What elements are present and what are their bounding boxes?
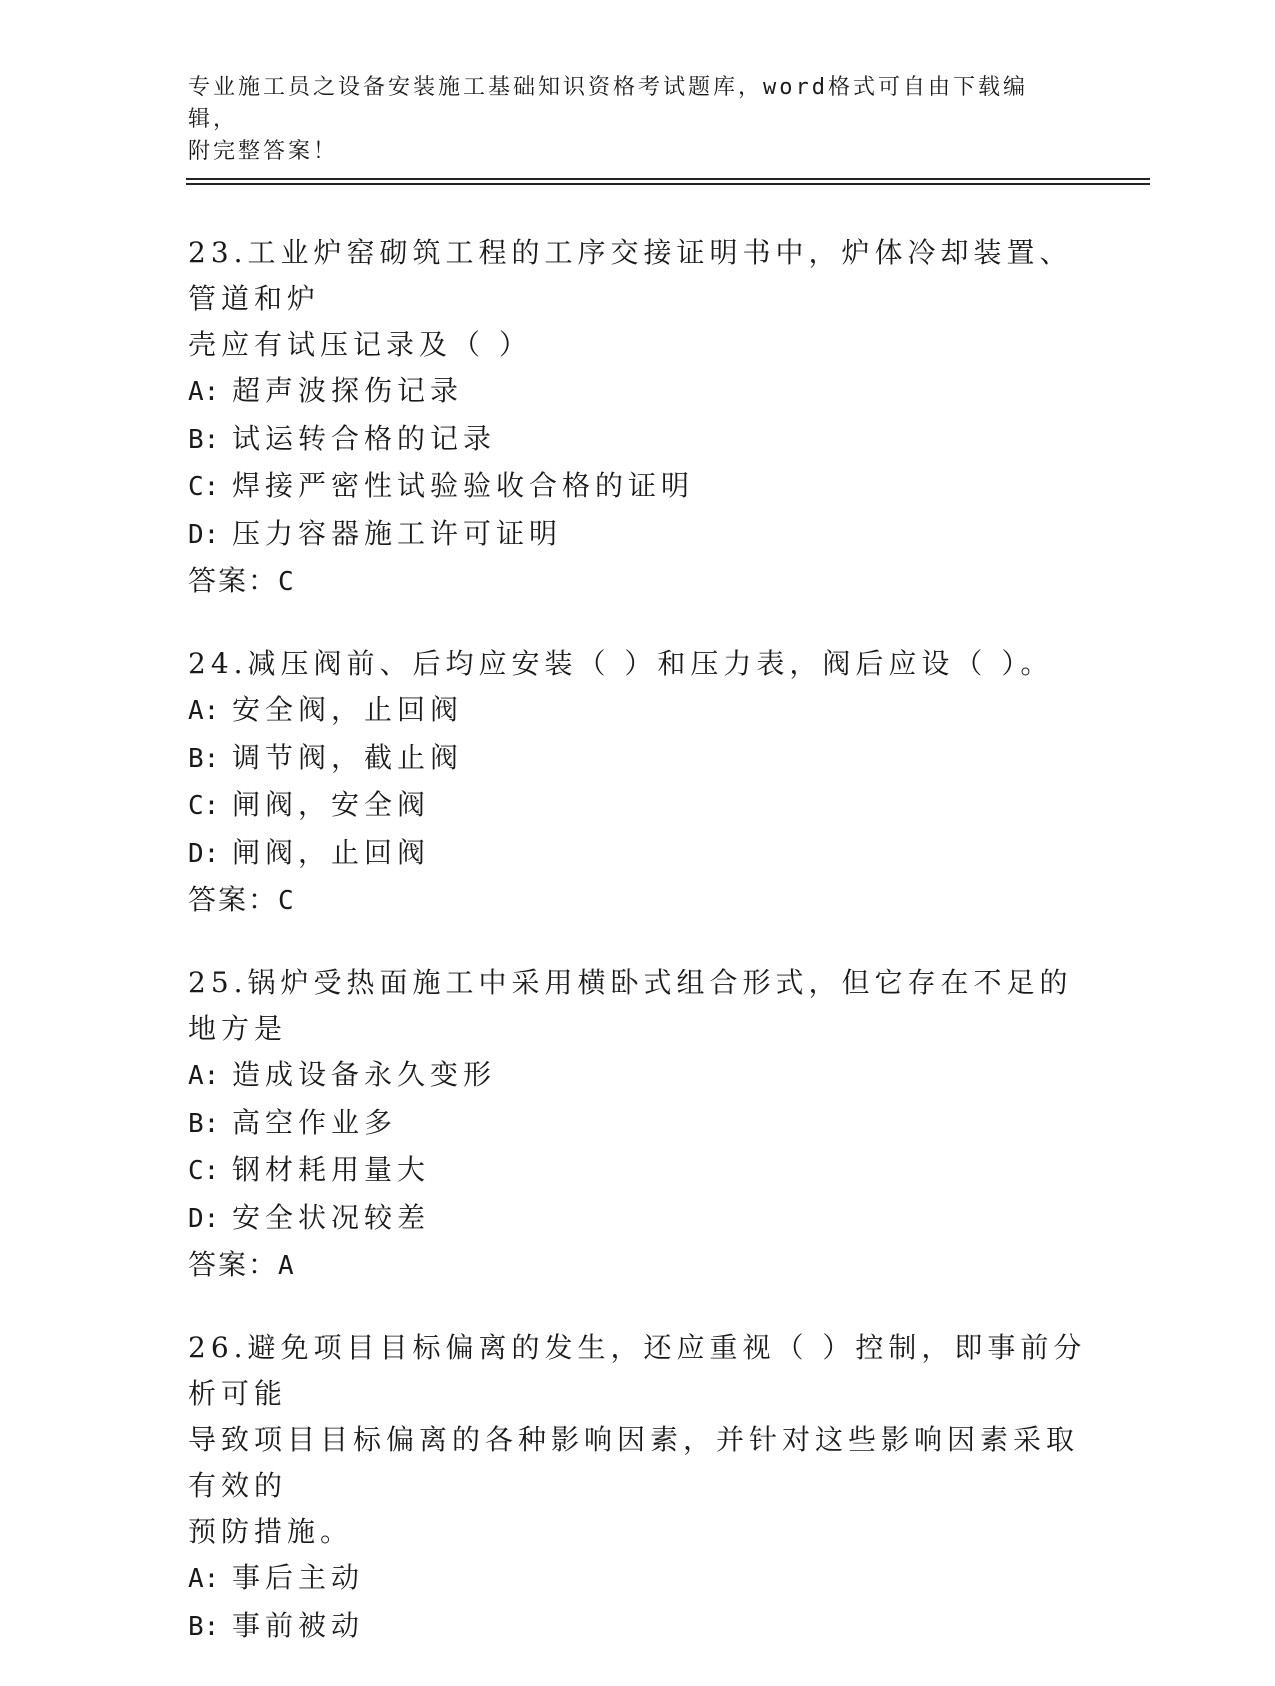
- option-text: 安全阀，止回阀: [232, 693, 464, 726]
- answer-value: C: [278, 567, 296, 597]
- option-text: 超声波探伤记录: [232, 374, 464, 407]
- option-c: [188, 782, 1088, 830]
- question-stem-line: 25.锅炉受热面施工中采用横卧式组合形式，但它存在不足的地方是: [188, 966, 1073, 1045]
- option-text: 闸阀，止回阀: [232, 835, 431, 869]
- option-key: B:: [188, 743, 220, 774]
- document-header: [188, 72, 1068, 168]
- option-key: C:: [188, 1156, 220, 1186]
- option-b: [188, 416, 1088, 464]
- header-line-2: 附完整答案！: [188, 139, 339, 164]
- answer-value: C: [278, 886, 296, 916]
- question-stem-line: 24.减压阀前、后均应安装（ ）和压力表，阀后应设（ ）。: [188, 647, 1054, 680]
- option-key: A:: [188, 696, 220, 726]
- question-stem-line: 壳应有试压记录及（ ）: [188, 328, 532, 361]
- option-text: 闸阀，安全阀: [232, 788, 431, 821]
- option-text: 造成设备永久变形: [232, 1058, 497, 1091]
- option-key: D:: [188, 838, 220, 869]
- option-text: 调节阀，截止阀: [232, 740, 464, 774]
- option-text: 压力容器施工许可证明: [232, 516, 563, 550]
- answer-value: A: [278, 1251, 296, 1281]
- option-key: D:: [188, 1203, 220, 1234]
- option-text: 焊接严密性试验验收合格的证明: [232, 469, 695, 502]
- option-key: B:: [188, 1108, 220, 1139]
- option-d: [188, 1195, 1088, 1243]
- option-text: 高空作业多: [232, 1105, 398, 1139]
- question-24: [188, 641, 1088, 924]
- header-line-1: 专业施工员之设备安装施工基础知识资格考试题库，word格式可自由下载编辑，: [188, 75, 1028, 132]
- option-text: 钢材耗用量大: [232, 1153, 431, 1186]
- option-key: A:: [188, 1564, 220, 1594]
- option-text: 试运转合格的记录: [232, 421, 497, 455]
- option-c: [188, 463, 1088, 511]
- option-key: B:: [188, 424, 220, 455]
- option-d: [188, 830, 1088, 878]
- question-stem-line: 预防措施。: [188, 1515, 354, 1548]
- question-25: [188, 960, 1088, 1289]
- question-list: [188, 230, 1088, 1686]
- question-23: [188, 230, 1088, 605]
- option-a: [188, 368, 1088, 416]
- answer-line: [188, 558, 1088, 605]
- option-key: C:: [188, 791, 220, 821]
- option-c: [188, 1147, 1088, 1195]
- question-26: [188, 1325, 1088, 1650]
- option-text: 事后主动: [232, 1561, 365, 1594]
- answer-label: 答案：: [188, 883, 279, 916]
- header-divider-bottom: [186, 183, 1150, 185]
- option-key: D:: [188, 519, 220, 550]
- answer-label: 答案：: [188, 564, 279, 597]
- option-key: A:: [188, 1061, 220, 1091]
- question-stem-line: 26.避免项目目标偏离的发生，还应重视（ ）控制，即事前分析可能: [188, 1331, 1087, 1410]
- option-b: [188, 1100, 1088, 1148]
- option-b: [188, 1603, 1088, 1651]
- option-d: [188, 511, 1088, 559]
- option-key: B:: [188, 1611, 220, 1642]
- answer-label: 答案：: [188, 1248, 279, 1281]
- answer-line: [188, 877, 1088, 924]
- option-text: 安全状况较差: [232, 1200, 431, 1234]
- option-a: [188, 687, 1088, 735]
- question-stem-line: 导致项目目标偏离的各种影响因素，并针对这些影响因素采取有效的: [188, 1423, 1080, 1502]
- header-divider-top: [186, 178, 1150, 180]
- option-a: [188, 1555, 1088, 1603]
- question-stem-line: 23.工业炉窑砌筑工程的工序交接证明书中，炉体冷却装置、管道和炉: [188, 236, 1073, 315]
- answer-line: [188, 1242, 1088, 1289]
- option-b: [188, 735, 1088, 783]
- option-key: A:: [188, 377, 220, 407]
- option-a: [188, 1052, 1088, 1100]
- option-text: 事前被动: [232, 1608, 365, 1642]
- option-key: C:: [188, 472, 220, 502]
